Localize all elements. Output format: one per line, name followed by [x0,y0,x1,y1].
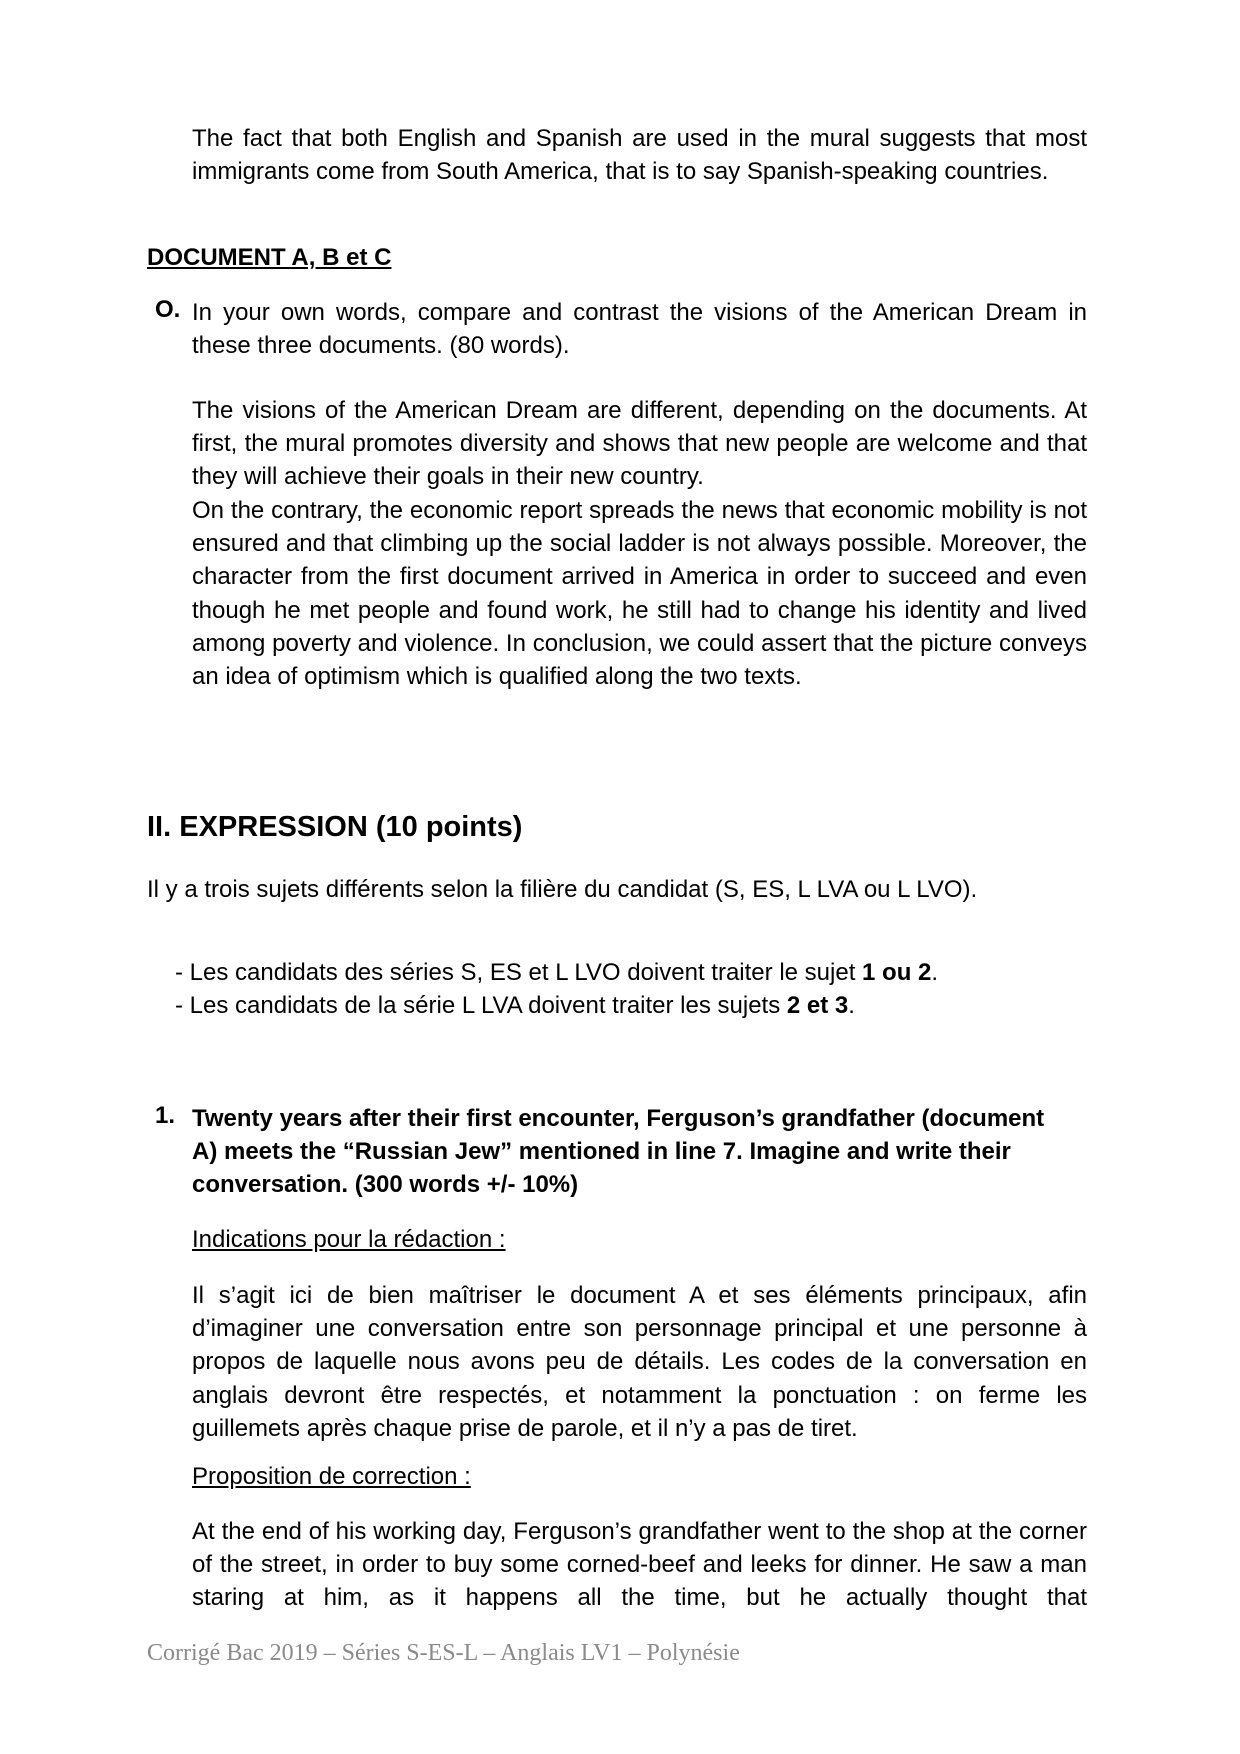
intro-paragraph: The fact that both English and Spanish are used in the mural suggests that most immigrants come from South America, that is to say Spanish-speaking countries. [192,125,1087,186]
bullet-text: Les candidats de la série L LVA doivent traiter les sujets [189,992,787,1019]
question-o-line-1: In your own words, compare and contrast the visions of the American Dream in [192,299,1087,326]
bullet-dash: - [175,992,183,1019]
question-o-line-2: these three documents. (80 words). [192,332,570,359]
subject-1-line-3: conversation. (300 words +/- 10%) [192,1171,579,1199]
proposition-text: At the end of his working day, Ferguson’s grandfather went to the shop at the corner of the street, in order to buy some corned-beef and leeks for dinner. He saw a man staring at him, as it happens all the time, but he actually thought that [192,1518,1087,1612]
indications-text: Il s’agit ici de bien maîtriser le document A et ses éléments principaux, afin d’imaginer une conversation entre son personnage principal et une personne à propos de laquelle nous avons peu de détails. Les codes de la conversation en anglais devront être respectés, et notamment la ponctuation : on ferme les guillemets après chaque prise de parole, et il n’y a pas de tiret. [192,1282,1087,1442]
bullet-dash: - [175,959,183,986]
candidates-list [175,956,938,1022]
answer-o-paragraph-2: On the contrary, the economic report spreads the news that economic mobility is not ensured and that climbing up the social ladder is not always possible. Moreover, the character from the first document arrived in America in order to succeed and even though he met people and found work, he still had to change his identity and lived among poverty and violence. In conclusion, we could assert that the picture conveys an idea of optimism which is qualified along the two texts. [192,497,1087,691]
section-2-intro: Il y a trois sujets différents selon la filière du candidat (S, ES, L LVA ou L LVO). [147,876,978,903]
candidates-item [175,956,938,989]
subject-1-prompt [192,1102,1087,1202]
bullet-end: . [931,959,939,986]
bullet-bold: 1 ou 2 [862,959,932,986]
subject-1-number: 1. [155,1102,176,1129]
proposition-label: Proposition de correction : [192,1463,471,1490]
bullet-end: . [848,992,855,1019]
documents-heading: DOCUMENT A, B et C [147,244,392,271]
page-footer: Corrigé Bac 2019 – Séries S-ES-L – Anglais LV1 – Polynésie [147,1640,740,1666]
candidates-item [175,989,938,1022]
indications-label: Indications pour la rédaction : [192,1226,506,1253]
subject-1-line-1: Twenty years after their first encounter, Ferguson’s grandfather (document [192,1105,1045,1132]
question-o-marker: O. [155,296,181,323]
bullet-text: Les candidats des séries S, ES et L LVO doivent traiter le sujet [189,959,863,986]
section-2-title: II. EXPRESSION (10 points) [147,811,523,843]
subject-1-line-2: A) meets the “Russian Jew” mentioned in line 7. Imagine and write their [192,1138,1011,1166]
bullet-bold: 2 et 3 [786,992,849,1019]
answer-o-paragraph-1: The visions of the American Dream are different, depending on the documents. At first, the mural promotes diversity and shows that new people are welcome and that they will achieve their goals in their new country. [192,397,1087,491]
